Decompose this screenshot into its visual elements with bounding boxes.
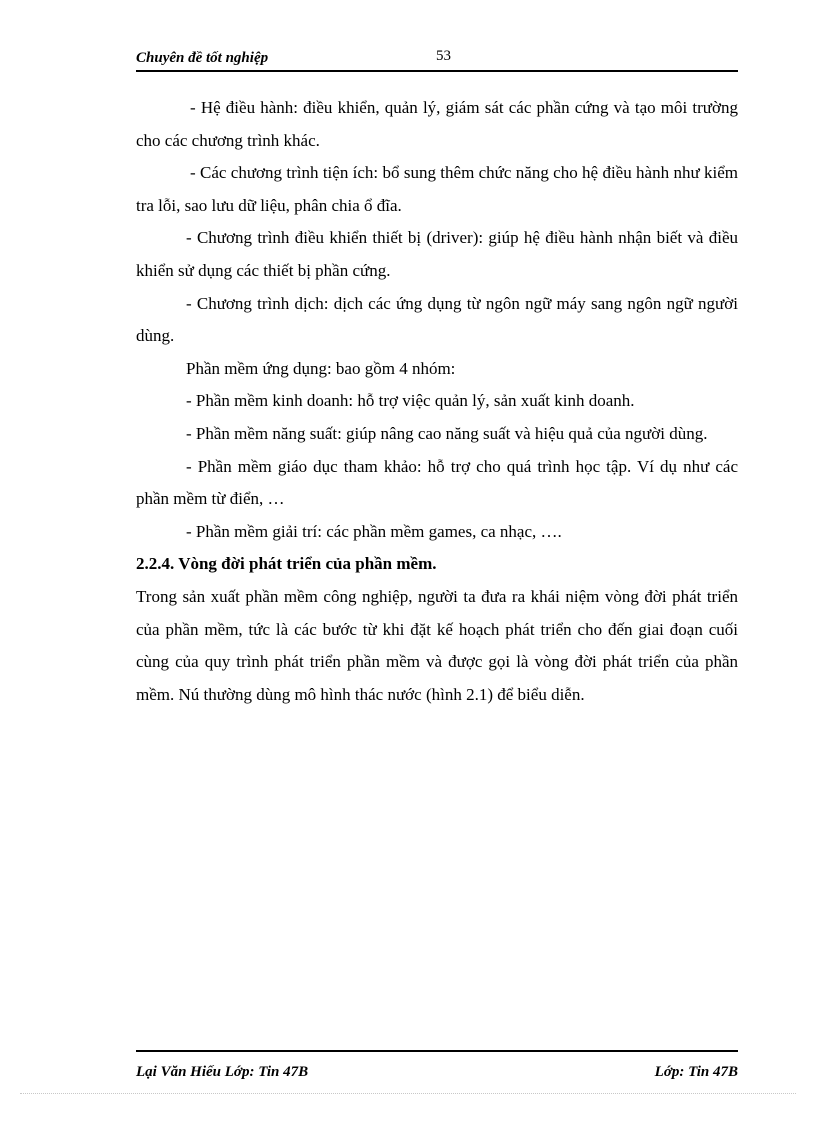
- paragraph-education: - Phần mềm giáo dục tham khảo: hỗ trợ cho quá trình học tập. Ví dụ như các phần mềm từ điển, …: [136, 456, 738, 509]
- paragraph-compilers: - Chương trình dịch: dịch các ứng dụng từ ngôn ngữ máy sang ngôn ngữ người dùng.: [136, 293, 738, 346]
- section-paragraph: Trong sản xuất phần mềm công nghiệp, người ta đưa ra khái niệm vòng đời phát triển của phần mềm, tức là các bước từ khi đặt kế hoạch phát triển cho đến giai đoạn cuối cùng của quy trình phát triển phần mềm và được gọi là vòng đời phát triển của phần mềm. Nú thường dùng mô hình thác nước (hình 2.1) để biểu diễn.: [136, 586, 738, 704]
- footer-author: Lại Văn Hiếu Lớp: Tin 47B: [136, 1064, 309, 1080]
- footer-class: Lớp: Tin 47B: [654, 1064, 738, 1080]
- paragraph-drivers: - Chương trình điều khiển thiết bị (driver): giúp hệ điều hành nhận biết và điều khiển sử dụng các thiết bị phần cứng.: [136, 228, 738, 280]
- header-title: Chuyên đề tốt nghiệp: [136, 50, 269, 66]
- paragraph-entertainment: - Phần mềm giải trí: các phần mềm games, ca nhạc, ….: [186, 521, 562, 541]
- paragraph-productivity: - Phần mềm năng suất: giúp nâng cao năng suất và hiệu quả của người dùng.: [186, 423, 708, 443]
- paragraph-business: - Phần mềm kinh doanh: hỗ trợ việc quản lý, sản xuất kinh doanh.: [186, 391, 635, 411]
- paragraph-os: - Hệ điều hành: điều khiển, quản lý, giám sát các phần cứng và tạo môi trường cho các chương trình khác.: [136, 98, 738, 150]
- page-footer: [136, 1050, 738, 1080]
- bottom-dotted-divider: [20, 1093, 796, 1094]
- page-header: [136, 48, 738, 72]
- page-number: 53: [436, 48, 451, 64]
- paragraph-utilities: - Các chương trình tiện ích: bổ sung thêm chức năng cho hệ điều hành như kiểm tra lỗi, sao lưu dữ liệu, phân chia ổ đĩa.: [136, 163, 738, 215]
- section-heading: 2.2.4. Vòng đời phát triển của phần mềm.: [136, 554, 437, 574]
- page-body: [136, 92, 738, 711]
- paragraph-app-software: Phần mềm ứng dụng: bao gồm 4 nhóm:: [186, 358, 456, 378]
